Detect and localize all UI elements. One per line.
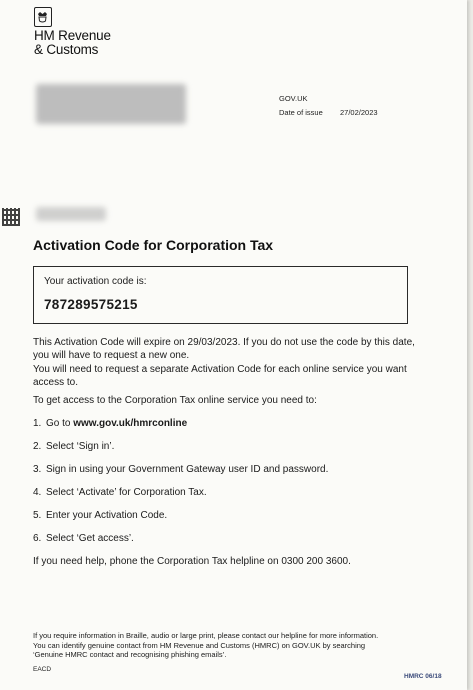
letter-title: Activation Code for Corporation Tax — [33, 237, 274, 253]
footer-line-1: If you require information in Braille, audio or large print, please contact our helpline for more information. — [33, 631, 379, 640]
royal-crest-icon — [34, 7, 52, 27]
step-number: 6. — [33, 533, 42, 544]
date-value: 27/02/2023 — [340, 108, 378, 117]
step-number: 5. — [33, 510, 42, 521]
step-text: Select ‘Activate’ for Corporation Tax. — [46, 487, 207, 498]
step-text: Select ‘Get access’. — [46, 533, 134, 544]
site-label: GOV.UK — [279, 94, 308, 103]
expiry-paragraph: This Activation Code will expire on 29/03/2023. If you do not use the code by this date, you will have to request a new one. — [33, 337, 415, 361]
brand-line-2: & Customs — [34, 42, 99, 57]
step-item — [33, 418, 187, 429]
step-number: 1. — [33, 418, 42, 429]
step-item — [33, 464, 328, 475]
step-text: Enter your Activation Code. — [46, 510, 168, 521]
step-number: 3. — [33, 464, 42, 475]
brand-line-1: HM Revenue — [34, 28, 111, 43]
date-label: Date of issue — [279, 108, 323, 117]
hmrc-online-link[interactable]: www.gov.uk/hmrconline — [73, 418, 188, 429]
code-label: Your activation code is: — [44, 276, 147, 287]
redacted-address — [36, 84, 186, 124]
step-item — [33, 533, 134, 544]
access-intro-paragraph: To get access to the Corporation Tax online service you need to: — [33, 395, 317, 406]
step-text: Go to — [46, 418, 74, 429]
step-item — [33, 510, 167, 521]
step-text: Select ‘Sign in’. — [46, 441, 115, 452]
step-text: Sign in using your Government Gateway user ID and password. — [46, 464, 329, 475]
step-item — [33, 441, 114, 452]
redacted-reference — [36, 207, 106, 221]
step-item — [33, 487, 207, 498]
activation-code-box — [33, 266, 408, 324]
step-number: 2. — [33, 441, 42, 452]
separate-code-paragraph: You will need to request a separate Activation Code for each online service you want access to. — [33, 364, 407, 388]
footer-text — [33, 631, 433, 660]
document-code: EACD — [33, 666, 52, 673]
activation-code: 787289575215 — [44, 297, 138, 312]
form-id: HMRC 06/18 — [404, 673, 442, 680]
qr-code-icon — [2, 208, 20, 226]
hmrc-logo-text — [34, 29, 111, 57]
footer-line-2: You can identify genuine contact from HM Revenue and Customs (HMRC) on GOV.UK by searching — [33, 640, 366, 650]
footer-line-3: ‘Genuine HMRC contact and recognising phishing emails’. — [33, 650, 227, 659]
helpline-paragraph: If you need help, phone the Corporation Tax helpline on 0300 200 3600. — [33, 556, 351, 567]
step-number: 4. — [33, 487, 42, 498]
